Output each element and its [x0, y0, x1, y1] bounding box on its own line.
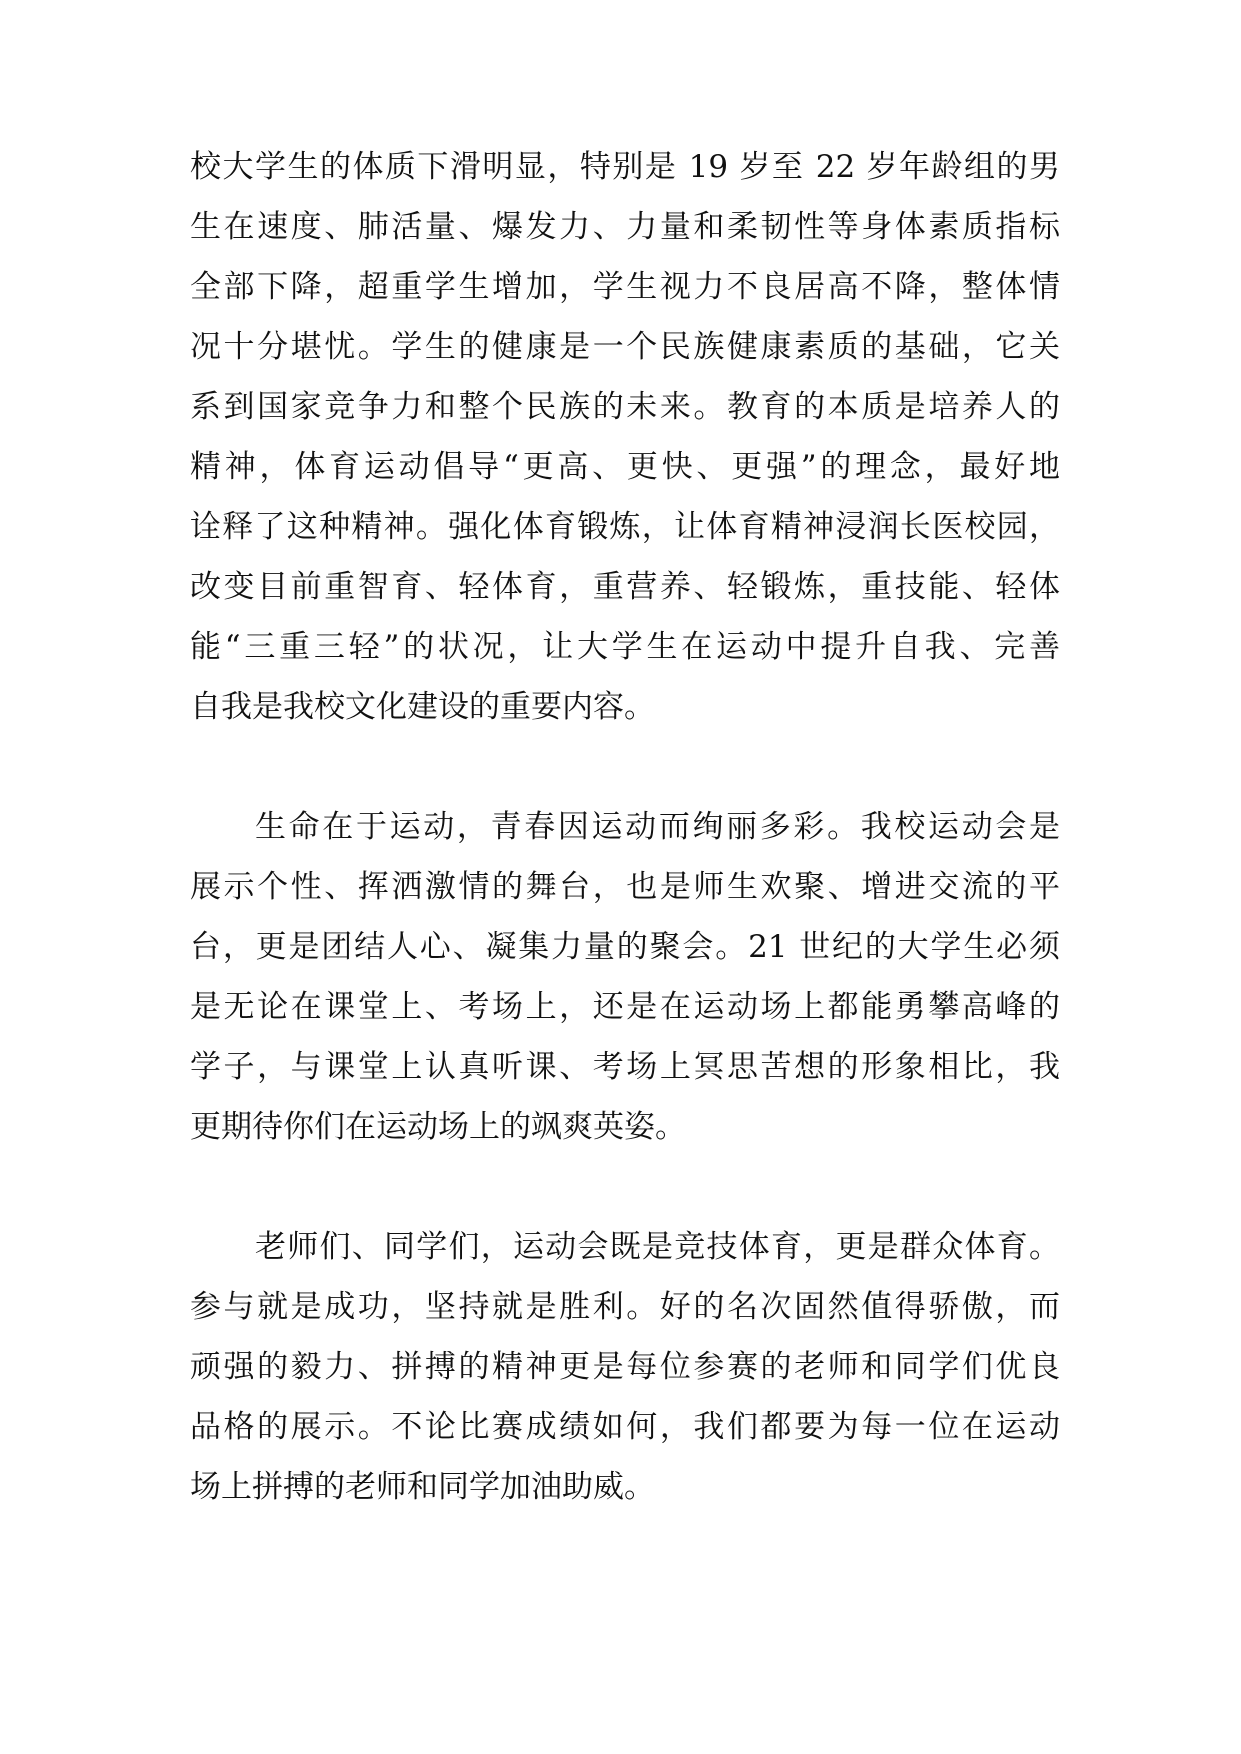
paragraph-line: 台，更是团结人心、凝集力量的聚会。21 世纪的大学生必须 [190, 929, 1060, 965]
paragraph-line: 精神，体育运动倡导“更高、更快、更强”的理念，最好地 [190, 449, 1060, 485]
paragraph-line: 自我是我校文化建设的重要内容。 [190, 689, 655, 725]
paragraph-line: 能“三重三轻”的状况，让大学生在运动中提升自我、完善 [190, 629, 1060, 665]
paragraph-line: 生命在于运动，青春因运动而绚丽多彩。我校运动会是 [255, 809, 1060, 845]
paragraph-line: 是无论在课堂上、考场上，还是在运动场上都能勇攀高峰的 [190, 989, 1060, 1025]
paragraph-line: 系到国家竞争力和整个民族的未来。教育的本质是培养人的 [190, 389, 1060, 425]
paragraph-line: 校大学生的体质下滑明显，特别是 19 岁至 22 岁年龄组的男 [190, 149, 1060, 185]
paragraph-line: 场上拼搏的老师和同学加油助威。 [190, 1469, 655, 1505]
paragraph-line: 改变目前重智育、轻体育，重营养、轻锻炼，重技能、轻体 [190, 569, 1060, 605]
paragraph-line: 顽强的毅力、拼搏的精神更是每位参赛的老师和同学们优良 [190, 1349, 1060, 1385]
paragraph-line: 参与就是成功，坚持就是胜利。好的名次固然值得骄傲，而 [190, 1289, 1060, 1325]
paragraph-line: 诠释了这种精神。强化体育锻炼，让体育精神浸润长医校园， [190, 509, 1060, 545]
paragraph-line: 学子，与课堂上认真听课、考场上冥思苦想的形象相比，我 [190, 1049, 1060, 1085]
paragraph-line: 老师们、同学们，运动会既是竞技体育，更是群众体育。 [255, 1229, 1060, 1265]
paragraph-line: 生在速度、肺活量、爆发力、力量和柔韧性等身体素质指标 [190, 209, 1060, 245]
paragraph-line: 更期待你们在运动场上的飒爽英姿。 [190, 1109, 686, 1145]
paragraph-line: 展示个性、挥洒激情的舞台，也是师生欢聚、增进交流的平 [190, 869, 1060, 905]
paragraph-line: 况十分堪忧。学生的健康是一个民族健康素质的基础，它关 [190, 329, 1060, 365]
paragraph-line: 全部下降，超重学生增加，学生视力不良居高不降，整体情 [190, 269, 1060, 305]
paragraph-line: 品格的展示。不论比赛成绩如何，我们都要为每一位在运动 [190, 1409, 1060, 1445]
